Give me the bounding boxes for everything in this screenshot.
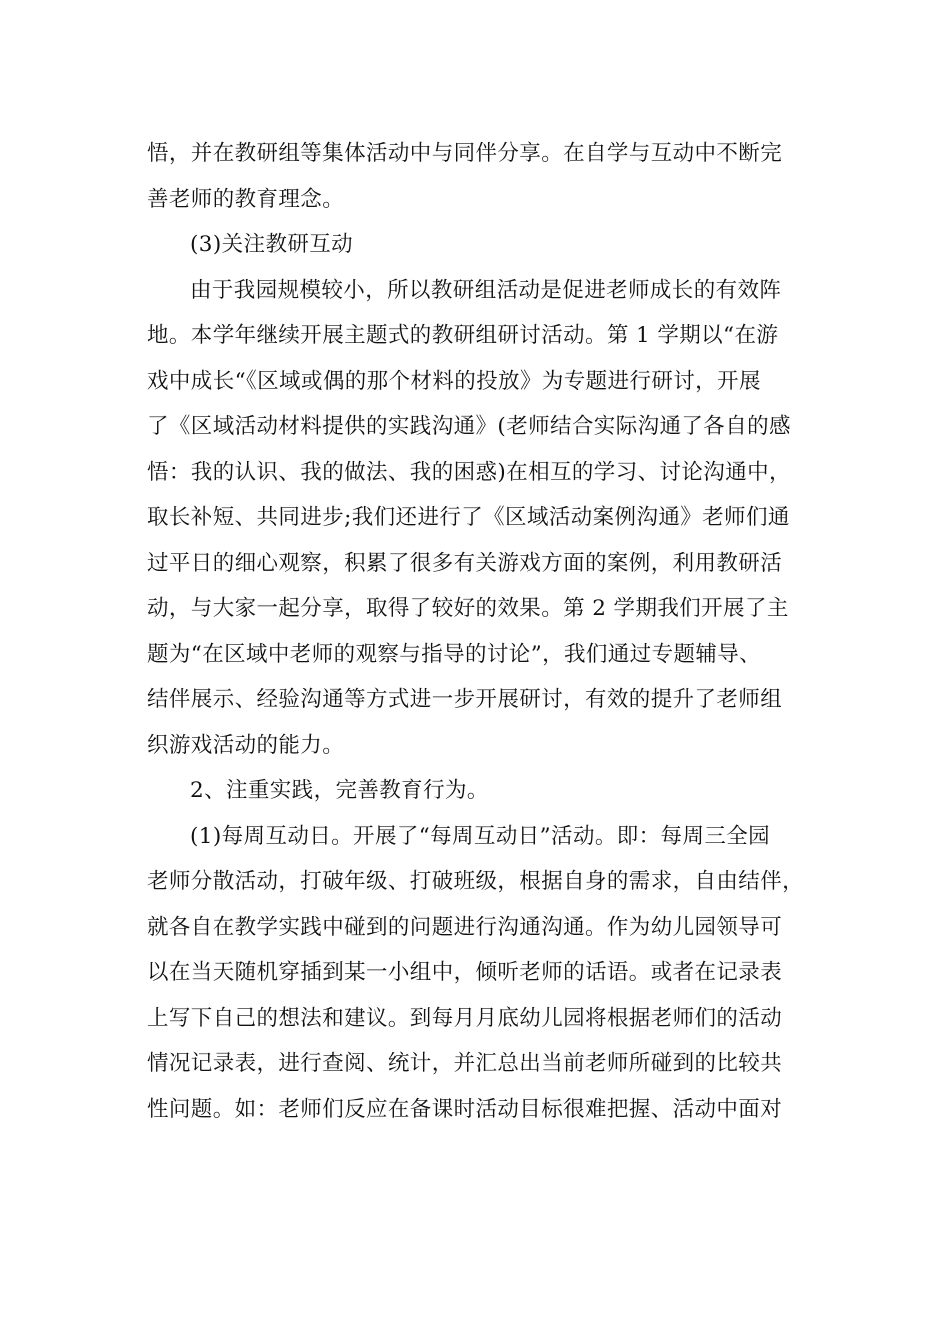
paragraph-weekly-interaction bbox=[147, 814, 807, 860]
text-line: 了《区域活动材料提供的实践沟通》(老师结合实际沟通了各自的感 bbox=[147, 414, 791, 439]
text-line: (1)每周互动日。开展了“每周互动日”活动。即：每周三全园 bbox=[190, 823, 771, 849]
text-line: (3)关注教研互动 bbox=[190, 232, 354, 257]
section-heading-3 bbox=[147, 222, 807, 268]
paragraph-weekly-interaction-cont bbox=[147, 859, 807, 1132]
paragraph-research-interaction bbox=[147, 268, 807, 314]
text-line: 戏中成长“《区域或偶的那个材料的投放》为专题进行研讨，开展 bbox=[147, 368, 761, 394]
text-line: 织游戏活动的能力。 bbox=[147, 732, 345, 758]
text-line: 2、注重实践，完善教育行为。 bbox=[190, 778, 489, 803]
text-line: 动，与大家一起分享，取得了较好的效果。第 2 学期我们开展了主 bbox=[147, 596, 789, 621]
text-line: 悟，并在教研组等集体活动中与同伴分享。在自学与互动中不断完 bbox=[147, 141, 783, 166]
text-line: 过平日的细心观察，积累了很多有关游戏方面的案例，利用教研活 bbox=[147, 550, 783, 576]
text-line: 悟：我的认识、我的做法、我的困惑)在相互的学习、讨论沟通中， bbox=[147, 459, 791, 485]
paragraph-continuation bbox=[147, 131, 807, 222]
text-line: 地。本学年继续开展主题式的教研组研讨活动。第 1 学期以“在游 bbox=[147, 323, 779, 348]
text-line: 善老师的教育理念。 bbox=[147, 186, 345, 212]
text-line: 由于我园规模较小，所以教研组活动是促进老师成长的有效阵 bbox=[190, 277, 782, 303]
text-line: 老师分散活动，打破年级、打破班级，根据自身的需求，自由结伴， bbox=[147, 869, 805, 894]
text-line: 以在当天随机穿插到某一小组中，倾听老师的话语。或者在记录表 bbox=[147, 960, 783, 985]
document-body bbox=[147, 131, 807, 1132]
section-heading-2 bbox=[147, 768, 807, 814]
text-line: 上写下自己的想法和建议。到每月月底幼儿园将根据老师们的活动 bbox=[147, 1005, 783, 1031]
text-line: 就各自在教学实践中碰到的问题进行沟通沟通。作为幼儿园领导可 bbox=[147, 914, 783, 940]
text-line: 取长补短、共同进步;我们还进行了《区域活动案例沟通》老师们通 bbox=[147, 505, 790, 530]
text-line: 题为“在区域中老师的观察与指导的讨论”，我们通过专题辅导、 bbox=[147, 641, 762, 667]
paragraph-research-interaction-cont bbox=[147, 313, 807, 768]
text-line: 结伴展示、经验沟通等方式进一步开展研讨，有效的提升了老师组 bbox=[147, 687, 783, 712]
text-line: 情况记录表，进行查阅、统计，并汇总出当前老师所碰到的比较共 bbox=[147, 1051, 783, 1076]
text-line: 性问题。如：老师们反应在备课时活动目标很难把握、活动中面对 bbox=[147, 1096, 783, 1122]
